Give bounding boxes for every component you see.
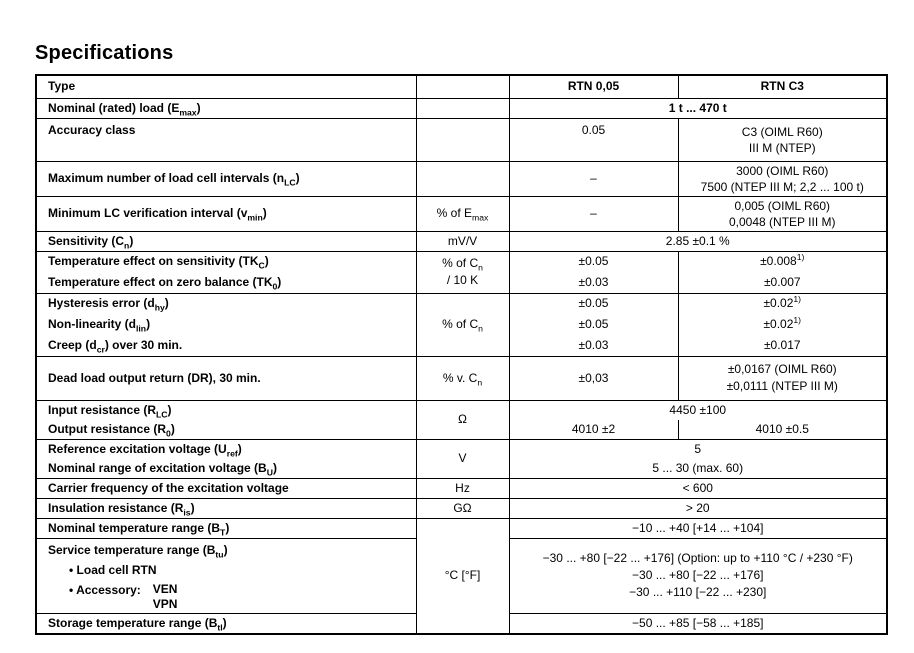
row-min-verification-interval <box>36 196 887 231</box>
value-min-verification-rtnc3: 0,005 (OIML R60) 0,0048 (NTEP III M) <box>678 196 887 231</box>
specifications-table <box>35 74 888 635</box>
row-dead-load-output-return <box>36 356 887 400</box>
row-hysteresis-error <box>36 293 887 314</box>
value-nominal-load: 1 t ... 470 t <box>509 98 887 118</box>
param-nominal-voltage-range: Nominal range of excitation voltage $(B_U)$ <box>36 459 416 479</box>
param-accuracy-class: Accuracy class <box>36 118 416 161</box>
row-nominal-load <box>36 98 887 118</box>
value-min-verification-rtn005: – <box>509 196 678 231</box>
value-hysteresis-rtnc3: $\pm 0.02^{1)}$ <box>678 293 887 314</box>
unit-max-load-cell-intervals-empty <box>416 161 509 196</box>
header-unit-empty <box>416 75 509 98</box>
service-temp-bullet-accessory <box>48 582 410 612</box>
value-insulation-resistance: > 20 <box>509 498 887 518</box>
value-max-intervals-rtnc3: 3000 (OIML R60) 7500 (NTEP III M; 2,2 ... 100 t) <box>678 161 887 196</box>
param-nominal-temperature-range: Nominal temperature range $(B_T)$ <box>36 518 416 538</box>
unit-dead-load-output-return: % v. $C_n$ <box>416 356 509 400</box>
row-sensitivity <box>36 231 887 251</box>
value-dead-load-rtn005: ±0,03 <box>509 356 678 400</box>
param-temp-effect-sensitivity: Temperature effect on sensitivity $(TK_C)$ <box>36 251 416 272</box>
row-accuracy-class <box>36 118 887 161</box>
value-output-resistance-rtn005: 4010 ±2 <box>509 420 678 440</box>
param-input-resistance: Input resistance $(R_{LC})$ <box>36 400 416 420</box>
accessory-items <box>153 582 178 612</box>
service-temp-title: Service temperature range $(B_{tu})$ <box>48 542 228 559</box>
value-tk0-rtnc3: ±0.007 <box>678 272 887 293</box>
value-nominal-temperature: −10 ... +40 [+14 ... +104] <box>509 518 887 538</box>
value-accuracy-class-rtn005: 0.05 <box>509 118 678 161</box>
value-service-temperature <box>509 538 887 613</box>
value-dead-load-rtnc3: ±0,0167 (OIML R60) ±0,0111 (NTEP III M) <box>678 356 887 400</box>
unit-resistance-group: Ω <box>416 400 509 439</box>
row-temp-effect-sensitivity <box>36 251 887 272</box>
param-non-linearity: Non-linearity $(d_{lin})$ <box>36 314 416 335</box>
page-title: Specifications <box>35 42 174 64</box>
value-tk0-rtn005: ±0.03 <box>509 272 678 293</box>
header-rtn-005: RTN 0,05 <box>509 75 678 98</box>
accessory-vpn: VPN <box>152 596 178 611</box>
row-max-load-cell-intervals <box>36 161 887 196</box>
service-temp-value-load-cell: −30 ... +80 [−22 ... +176] (Option: up to +110 °C / +230 °F) <box>542 551 853 565</box>
value-tkc-rtnc3: $\pm 0.008^{1)}$ <box>678 251 887 272</box>
param-output-resistance: Output resistance $(R_0)$ <box>36 420 416 440</box>
param-hysteresis-error: Hysteresis error $(d_{hy})$ <box>36 293 416 314</box>
unit-accuracy-class-empty <box>416 118 509 161</box>
param-min-verification-interval: Minimum LC verification interval $(v_{min})$ <box>36 196 416 231</box>
value-reference-voltage: 5 <box>509 439 887 459</box>
unit-min-verification-interval: % of $E_{max}$ <box>416 196 509 231</box>
param-nominal-load: Nominal (rated) load $(E_{max})$ <box>36 98 416 118</box>
value-hysteresis-rtn005: ±0.05 <box>509 293 678 314</box>
value-carrier-frequency: < 600 <box>509 478 887 498</box>
unit-nominal-load-empty <box>416 98 509 118</box>
value-input-resistance: 4450 ±100 <box>509 400 887 420</box>
unit-error-group: % of $C_n$ <box>416 293 509 356</box>
param-insulation-resistance: Insulation resistance $(R_{is})$ <box>36 498 416 518</box>
value-voltage-range: 5 ... 30 (max. 60) <box>509 459 887 479</box>
accessory-label: • Accessory: <box>69 582 141 597</box>
service-temp-value-ven: −30 ... +80 [−22 ... +176] <box>632 568 764 582</box>
param-carrier-frequency: Carrier frequency of the excitation voltage <box>36 478 416 498</box>
value-sensitivity: 2.85 ±0.1 % <box>509 231 887 251</box>
row-carrier-frequency <box>36 478 887 498</box>
param-dead-load-output-return: Dead load output return (DR), 30 min. <box>36 356 416 400</box>
service-temp-bullet-load-cell: • Load cell RTN <box>69 562 157 577</box>
param-max-load-cell-intervals: Maximum number of load cell intervals $(n_{LC})$ <box>36 161 416 196</box>
table-header-row <box>36 75 887 98</box>
param-storage-temperature-range: Storage temperature range $(B_{tl})$ <box>36 613 416 634</box>
value-creep-rtnc3: ±0.017 <box>678 335 887 356</box>
unit-carrier-frequency: Hz <box>416 478 509 498</box>
row-insulation-resistance <box>36 498 887 518</box>
row-reference-excitation-voltage <box>36 439 887 459</box>
value-accuracy-class-rtnc3: C3 (OIML R60) III M (NTEP) <box>678 118 887 161</box>
value-non-linearity-rtnc3: $\pm 0.02^{1)}$ <box>678 314 887 335</box>
param-sensitivity: Sensitivity $(C_n)$ <box>36 231 416 251</box>
unit-insulation-resistance: GΩ <box>416 498 509 518</box>
param-temp-effect-zero-balance: Temperature effect on zero balance $(TK_0)$ <box>36 272 416 293</box>
value-non-linearity-rtn005: ±0.05 <box>509 314 678 335</box>
value-creep-rtn005: ±0.03 <box>509 335 678 356</box>
param-service-temperature-range <box>36 538 416 613</box>
accessory-ven: VEN <box>152 581 178 596</box>
value-storage-temperature: −50 ... +85 [−58 ... +185] <box>509 613 887 634</box>
unit-temperature-group: °C [°F] <box>416 518 509 634</box>
value-output-resistance-rtnc3: 4010 ±0.5 <box>678 420 887 440</box>
param-creep: Creep $(d_{cr})$ over 30 min. <box>36 335 416 356</box>
unit-voltage-group: V <box>416 439 509 478</box>
header-type: Type <box>36 75 416 98</box>
unit-sensitivity: mV/V <box>416 231 509 251</box>
value-max-intervals-rtn005: – <box>509 161 678 196</box>
row-nominal-temperature-range <box>36 518 887 538</box>
row-input-resistance <box>36 400 887 420</box>
unit-temp-effect-group: % of $C_n$ / 10 K <box>416 251 509 293</box>
service-temp-value-vpn: −30 ... +110 [−22 ... +230] <box>629 585 767 599</box>
header-rtn-c3: RTN C3 <box>678 75 887 98</box>
param-reference-excitation-voltage: Reference excitation voltage $(U_{ref})$ <box>36 439 416 459</box>
value-tkc-rtn005: ±0.05 <box>509 251 678 272</box>
